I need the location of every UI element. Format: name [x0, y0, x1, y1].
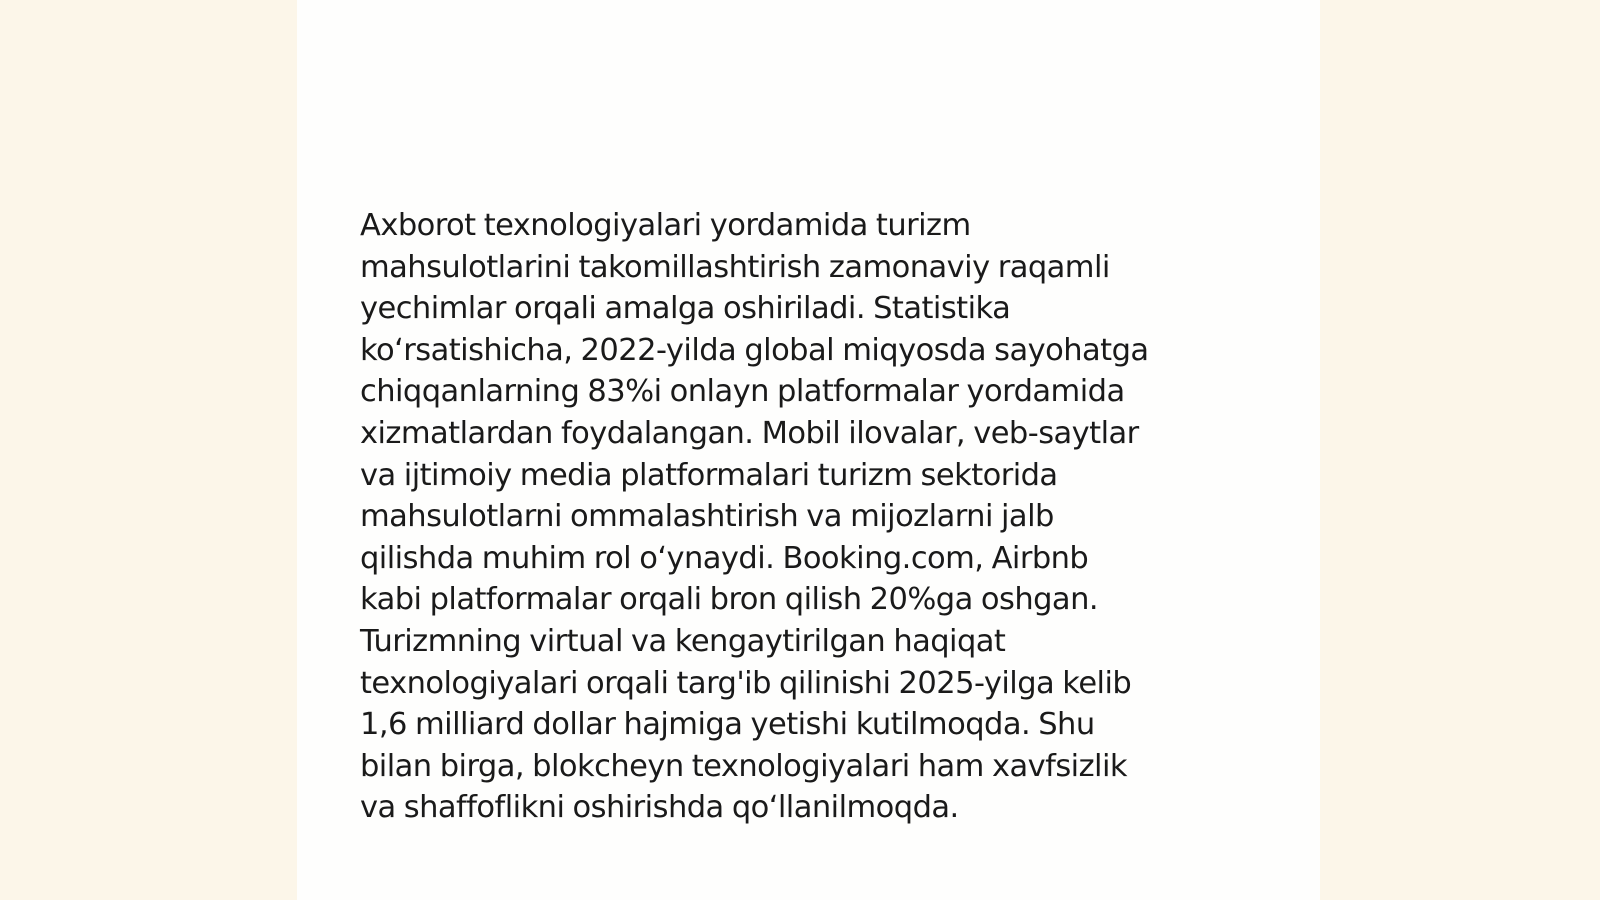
paragraph-line: koʻrsatishicha, 2022-yilda global miqyosda sayohatga [360, 332, 1149, 368]
paragraph-line: 1,6 milliard dollar hajmiga yetishi kutilmoqda. Shu [360, 707, 1095, 743]
paragraph-line: xizmatlardan foydalangan. Mobil ilovalar, veb-saytlar [360, 415, 1139, 451]
slide-page [297, 0, 1320, 900]
paragraph-line: mahsulotlarni ommalashtirish va mijozlarni jalb [360, 499, 1054, 535]
paragraph-line: kabi platformalar orqali bron qilish 20%ga oshgan. [360, 582, 1098, 618]
body-paragraph [360, 205, 1240, 829]
paragraph-line: Axborot texnologiyalari yordamida turizm [360, 208, 971, 243]
paragraph-line: mahsulotlarini takomillashtirish zamonaviy raqamli [360, 249, 1110, 285]
paragraph-line: Turizmning virtual va kengaytirilgan haqiqat [360, 623, 1006, 659]
paragraph-line: yechimlar orqali amalga oshiriladi. Statistika [360, 291, 1011, 327]
paragraph-line: texnologiyalari orqali targ'ib qilinishi 2025-yilga kelib [360, 665, 1132, 701]
paragraph-line: chiqqanlarning 83%i onlayn platformalar yordamida [360, 374, 1125, 410]
paragraph-line: qilishda muhim rol oʻynaydi. Booking.com, Airbnb [360, 540, 1089, 576]
paragraph-line: va shaffoflikni oshirishda qoʻllanilmoqda. [360, 790, 959, 826]
paragraph-line: va ijtimoiy media platformalari turizm sektorida [360, 457, 1058, 493]
paragraph-line: bilan birga, blokcheyn texnologiyalari ham xavfsizlik [360, 748, 1127, 784]
